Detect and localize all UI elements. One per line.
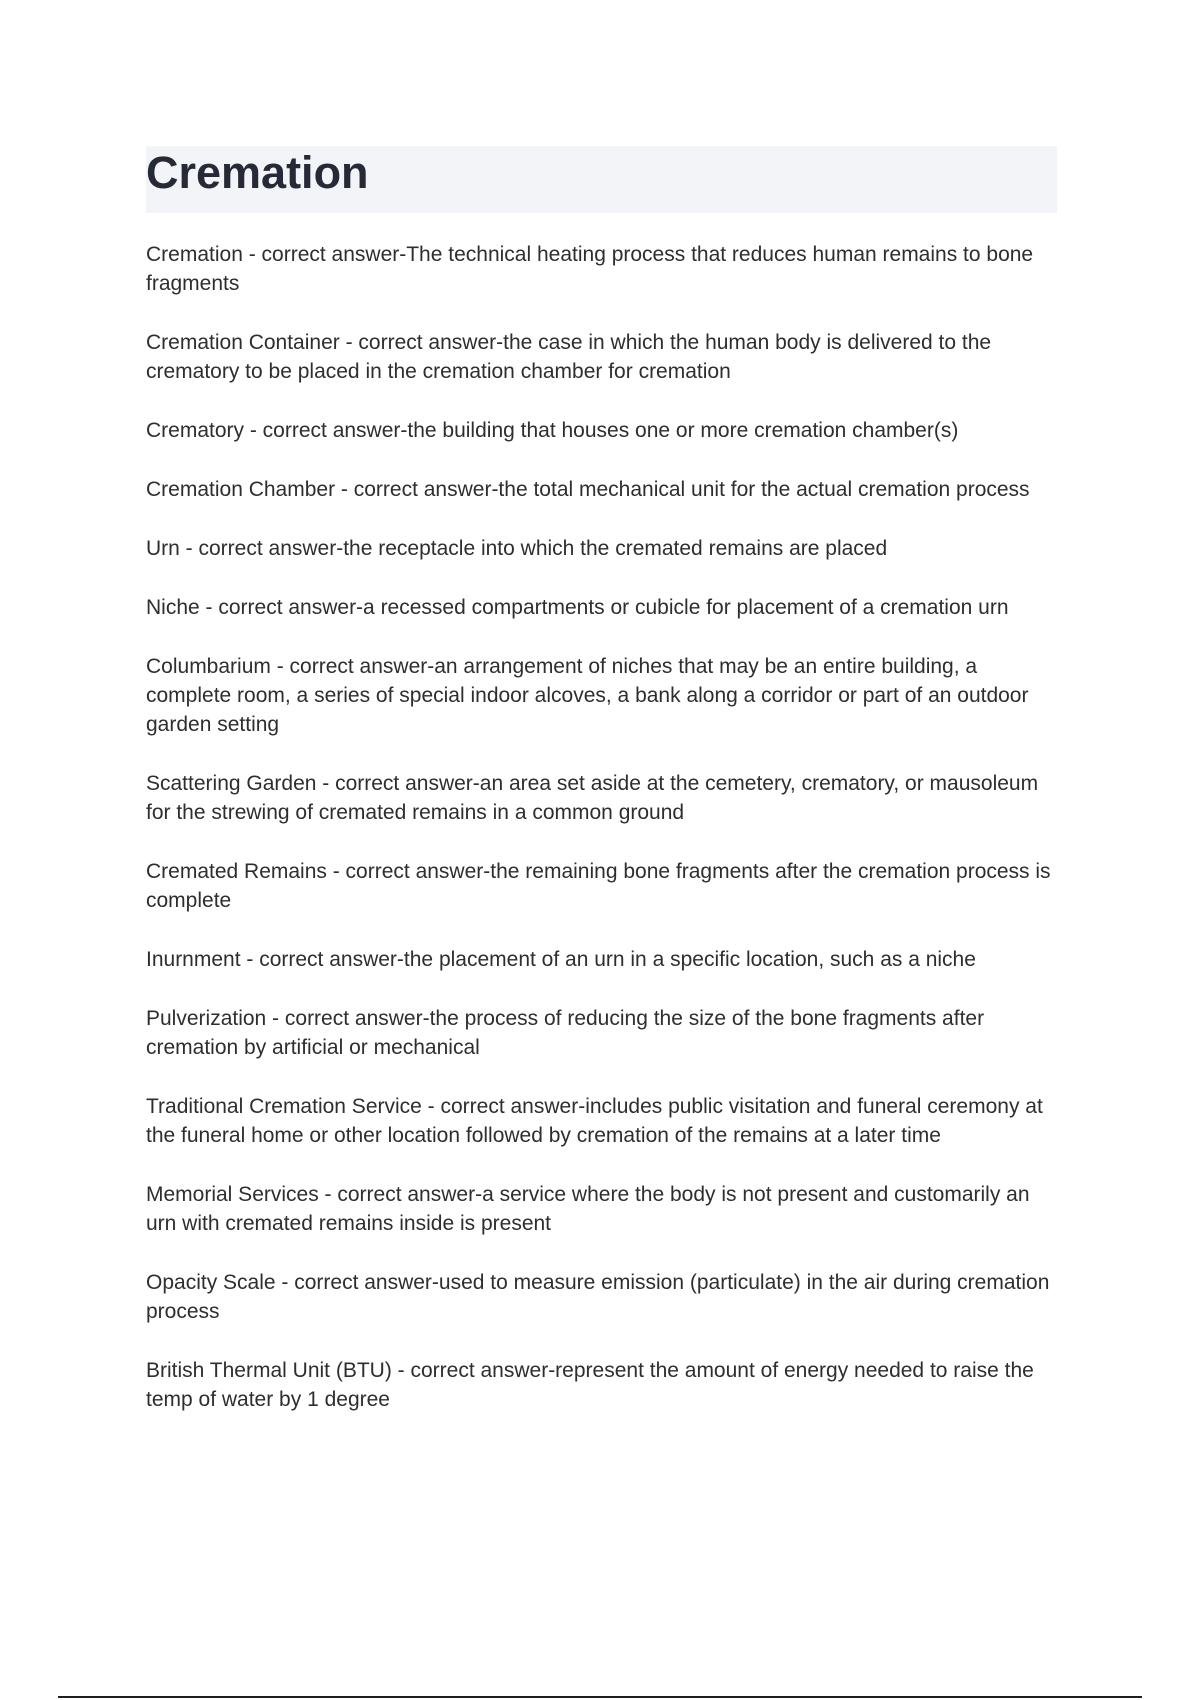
entry-list	[146, 240, 1061, 1414]
page-title: Cremation	[146, 147, 369, 198]
entry-columbarium: Columbarium - correct answer-an arrangement of niches that may be an entire building, a complete room, a series of special indoor alcoves, a bank along a corridor or part of an outdoor garden setting	[146, 655, 1029, 736]
entry-british-thermal-unit: British Thermal Unit (BTU) - correct answer-represent the amount of energy needed to raise the temp of water by 1 degree	[146, 1359, 1034, 1411]
entry-memorial-services: Memorial Services - correct answer-a service where the body is not present and customarily an urn with cremated remains inside is present	[146, 1183, 1030, 1235]
entry-traditional-cremation-service: Traditional Cremation Service - correct answer-includes public visitation and funeral ceremony at the funeral home or other location followed by cremation of the remains at a later time	[146, 1095, 1043, 1147]
entry-scattering-garden: Scattering Garden - correct answer-an area set aside at the cemetery, crematory, or mausoleum for the strewing of cremated remains in a common ground	[146, 772, 1039, 824]
entry-pulverization: Pulverization - correct answer-the process of reducing the size of the bone fragments after cremation by artificial or mechanical	[146, 1007, 985, 1059]
footer-divider	[58, 1696, 1142, 1698]
entry-opacity-scale: Opacity Scale - correct answer-used to measure emission (particulate) in the air during cremation process	[146, 1271, 1050, 1323]
entry-cremation-container: Cremation Container - correct answer-the case in which the human body is delivered to the crematory to be placed in the cremation chamber for cremation	[146, 331, 992, 383]
entry-cremation: Cremation - correct answer-The technical heating process that reduces human remains to bone fragments	[146, 243, 1034, 295]
entry-niche: Niche - correct answer-a recessed compartments or cubicle for placement of a cremation urn	[146, 596, 1009, 619]
entry-inurnment: Inurnment - correct answer-the placement of an urn in a specific location, such as a niche	[146, 948, 976, 971]
entry-cremation-chamber: Cremation Chamber - correct answer-the total mechanical unit for the actual cremation process	[146, 478, 1030, 501]
entry-cremated-remains: Cremated Remains - correct answer-the remaining bone fragments after the cremation process is complete	[146, 860, 1051, 912]
entry-urn: Urn - correct answer-the receptacle into which the cremated remains are placed	[146, 537, 888, 560]
entry-crematory: Crematory - correct answer-the building that houses one or more cremation chamber(s)	[146, 419, 959, 442]
